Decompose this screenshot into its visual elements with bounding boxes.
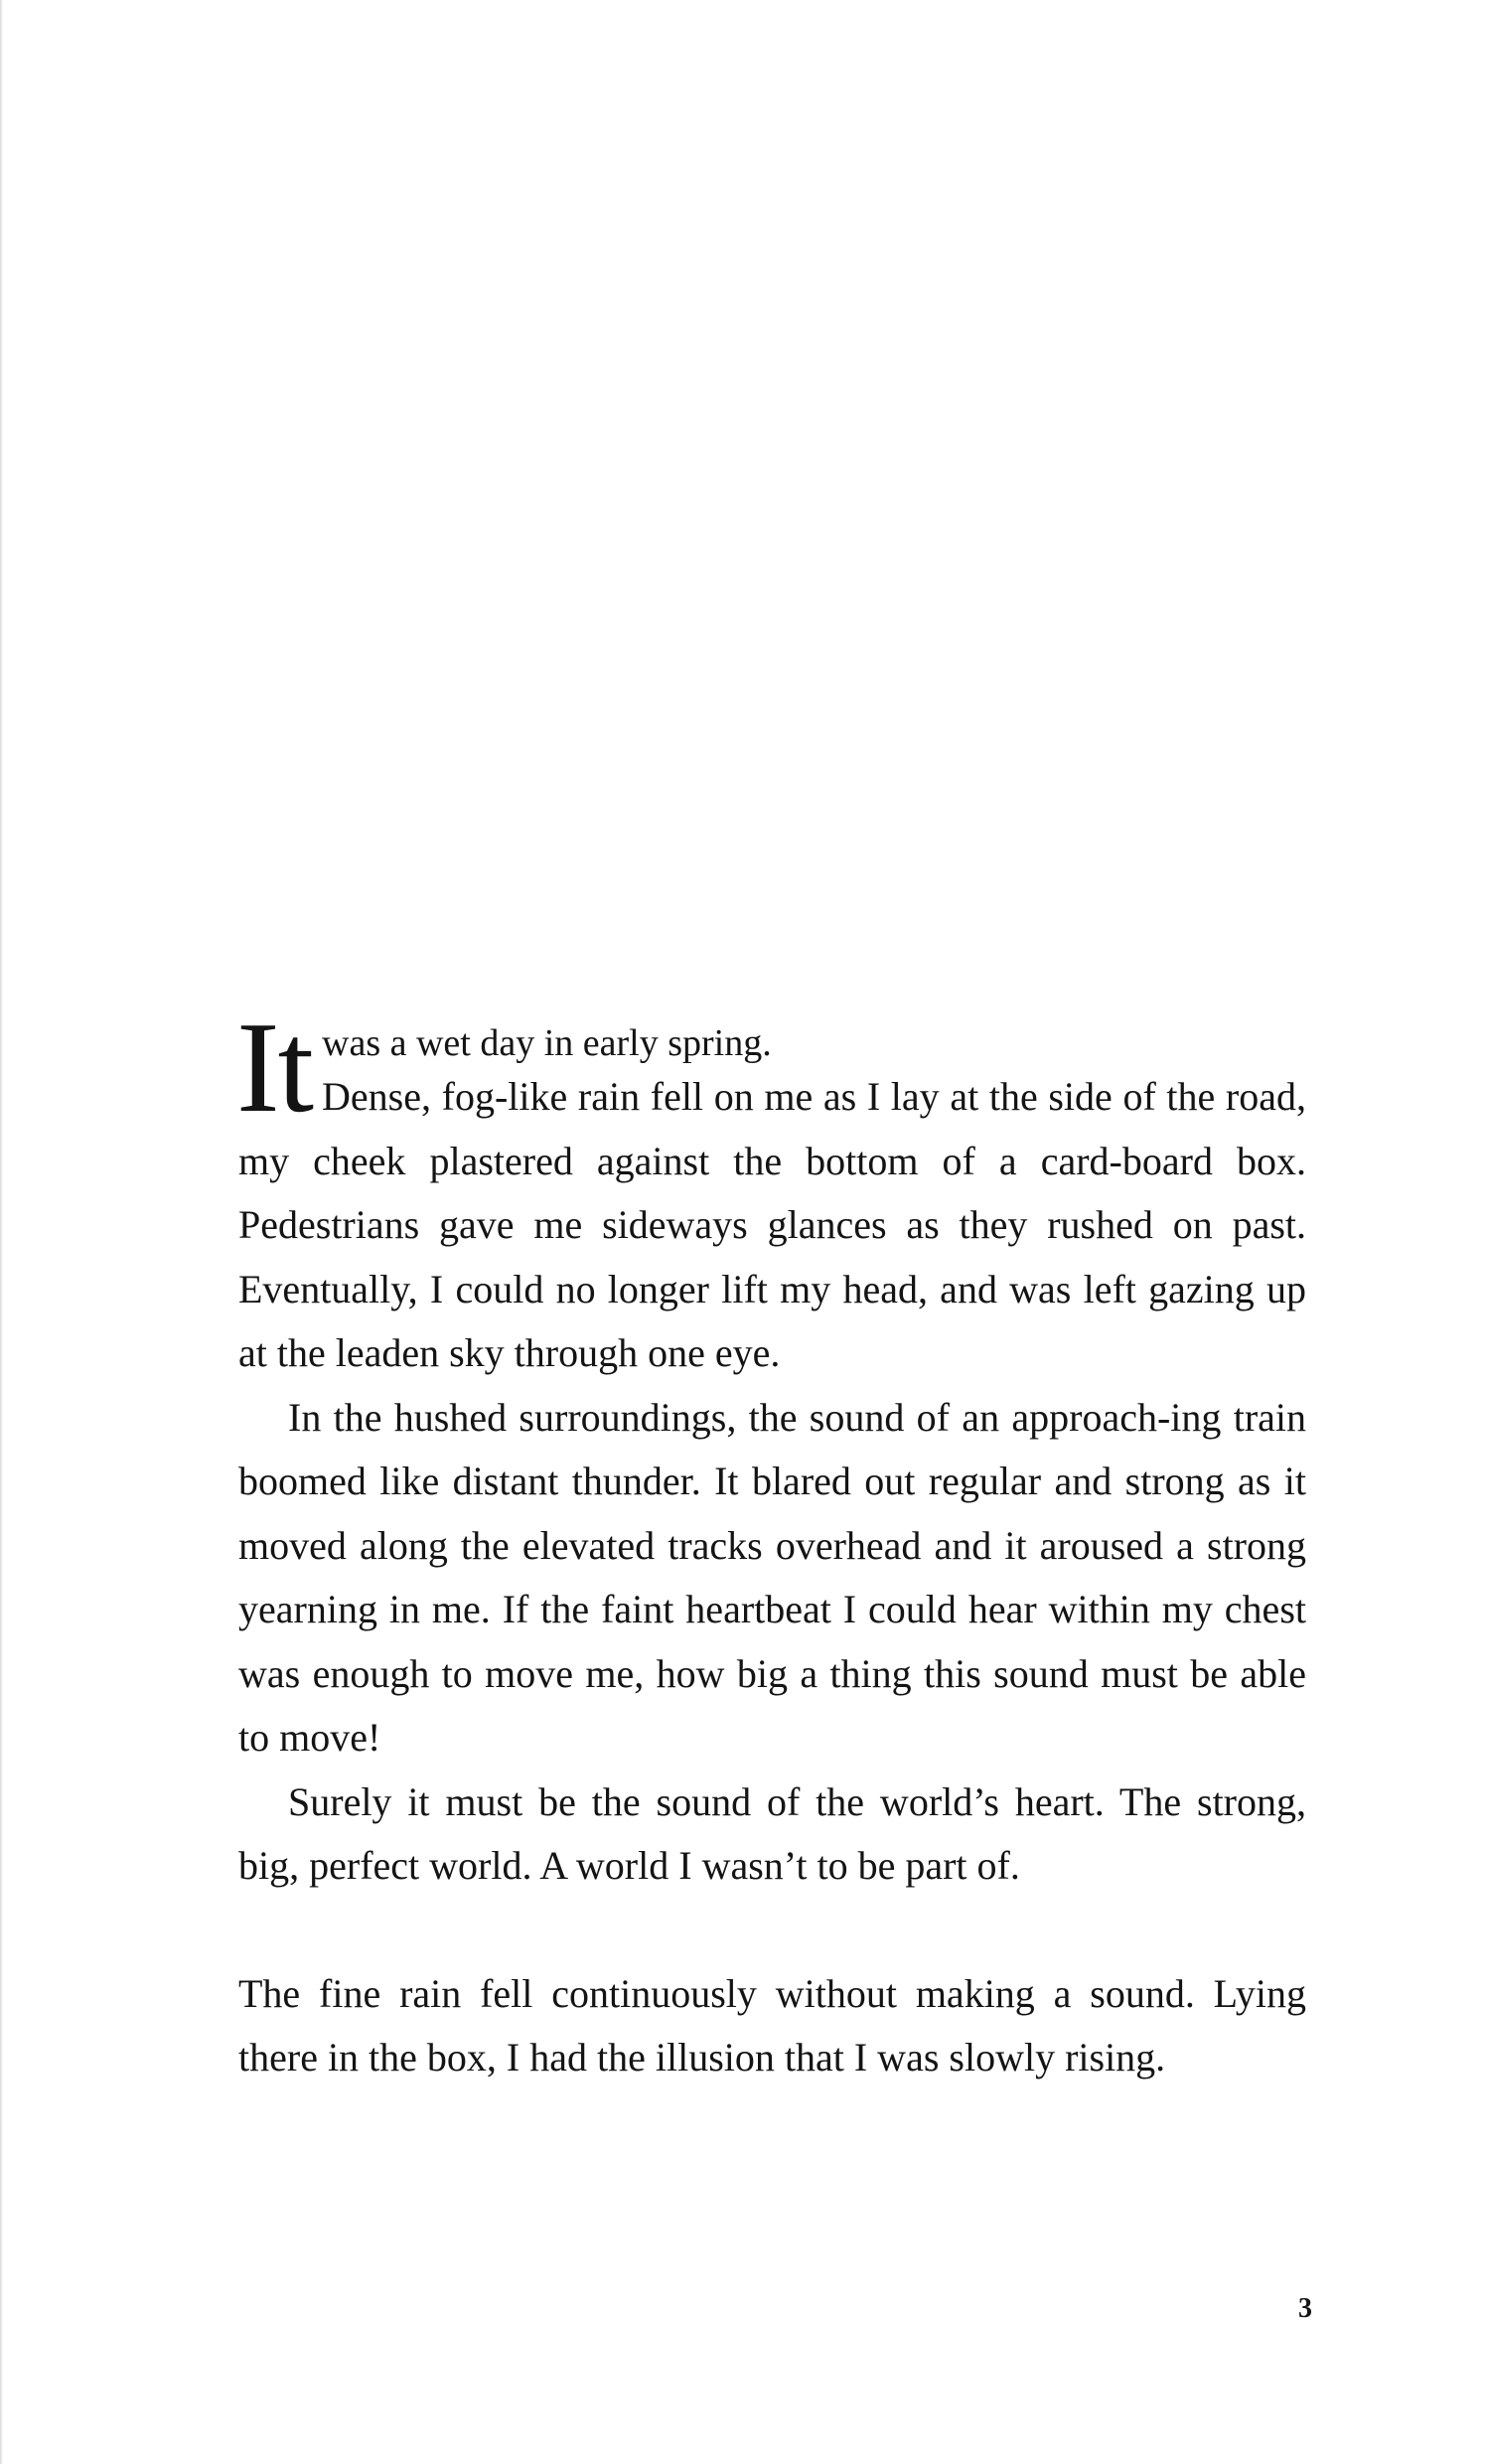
paragraph: Surely it must be the sound of the world’s heart. The strong, big, perfect world. A world I wasn’t to be part of. bbox=[238, 1778, 1306, 1888]
paragraph: In the hushed surroundings, the sound of an approach-ing train boomed like distant thunder. It blared out regular and strong as it moved along the elevated tracks overhead and it aroused a strong yearning in me. If the faint heartbeat I could hear within my chest was enough to move me, how big a thing this sound must be able to move! bbox=[238, 1394, 1306, 1760]
section-paragraph: The fine rain fell continuously without making a sound. Lying there in the box, I had the illusion that I was slowly rising. bbox=[238, 1970, 1306, 2079]
page-number: 3 bbox=[1298, 2293, 1312, 2324]
opening-first-line: was a wet day in early spring. bbox=[322, 1022, 772, 1064]
body-text bbox=[236, 996, 1306, 2090]
drop-cap: It bbox=[236, 996, 313, 1140]
page-edge-shadow bbox=[0, 0, 3, 2464]
opening-continuation: Dense, fog-like rain fell on me as I lay at the side of the road, my cheek plastered against the bottom of a card-board box. Pedestrians gave me sideways glances as they rushed on past. Eventually, I could no longer lift my head, and was left gazing up at the leaden sky through one eye. bbox=[238, 1074, 1306, 1375]
opening-paragraph bbox=[236, 996, 1306, 1386]
